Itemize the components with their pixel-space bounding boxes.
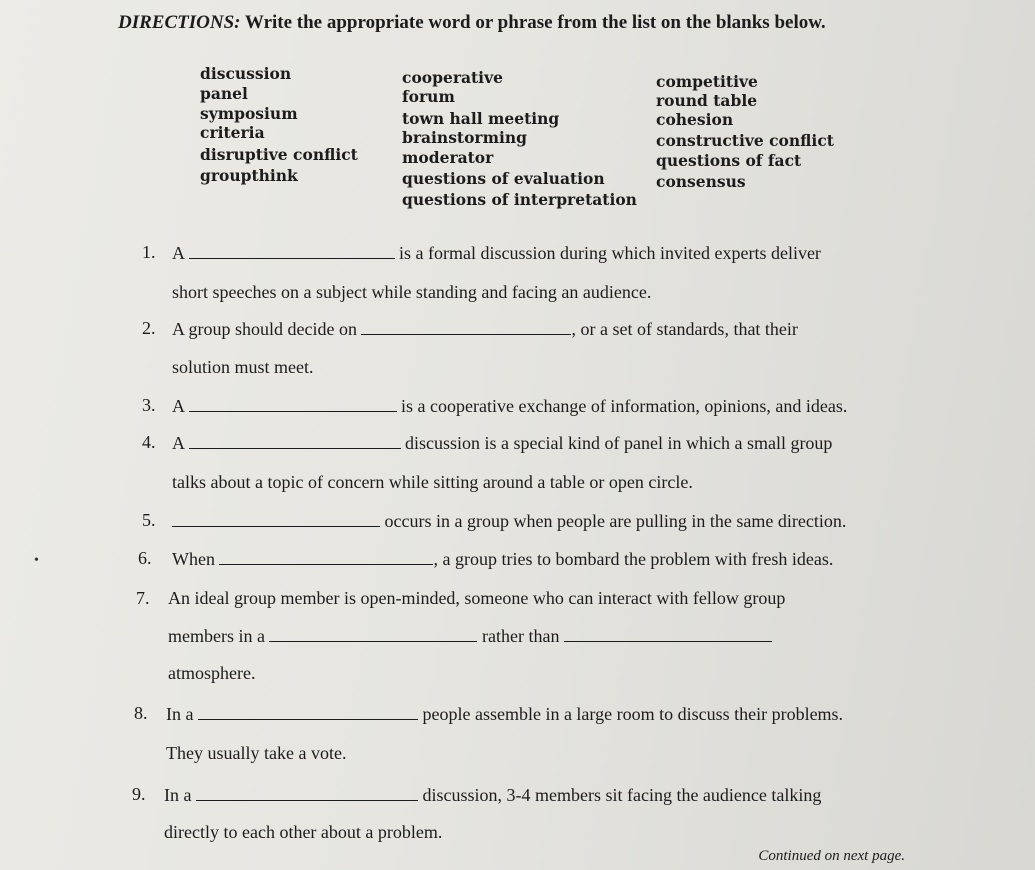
directions xyxy=(118,12,826,34)
question-number: 6. xyxy=(138,548,152,568)
question-7-line-2 xyxy=(168,625,772,647)
margin-bullet: • xyxy=(34,553,39,568)
question-4 xyxy=(172,432,832,454)
answer-blank[interactable] xyxy=(269,625,477,642)
question-4-line-2: talks about a topic of concern while sitting around a table or open circle. xyxy=(172,472,693,492)
word-bank-item: moderator xyxy=(402,148,494,167)
answer-blank[interactable] xyxy=(189,432,401,449)
answer-blank[interactable] xyxy=(564,625,772,642)
question-text: When xyxy=(172,549,215,569)
word-bank-item: panel xyxy=(200,84,248,103)
question-text: A group should decide on xyxy=(172,319,357,339)
question-number: 1. xyxy=(142,242,156,262)
word-bank-item: brainstorming xyxy=(402,128,527,147)
question-text: In a xyxy=(164,785,192,805)
question-text: A xyxy=(172,243,185,263)
word-bank-item: groupthink xyxy=(200,166,298,185)
answer-blank[interactable] xyxy=(196,784,418,801)
word-bank-item: cohesion xyxy=(656,110,734,129)
word-bank-item: symposium xyxy=(200,104,298,123)
directions-text: Write the appropriate word or phrase from the list on the blanks below. xyxy=(244,12,826,33)
word-bank-item: town hall meeting xyxy=(402,109,560,128)
question-text: A xyxy=(172,433,185,453)
word-bank-item: disruptive conflict xyxy=(200,145,358,164)
answer-blank[interactable] xyxy=(361,318,571,335)
question-text: is a formal discussion during which invited experts deliver xyxy=(399,243,821,263)
word-bank-item: questions of evaluation xyxy=(402,169,605,188)
answer-blank[interactable] xyxy=(172,510,380,527)
question-text: discussion, 3-4 members sit facing the audience talking xyxy=(422,785,822,805)
question-8-line-2: They usually take a vote. xyxy=(166,743,347,763)
directions-label: DIRECTIONS: xyxy=(118,12,241,33)
word-bank-item: questions of interpretation xyxy=(402,190,637,209)
question-1-line-2: short speeches on a subject while standing and facing an audience. xyxy=(172,282,652,302)
word-bank-item: forum xyxy=(402,87,455,106)
question-text: is a cooperative exchange of information, opinions, and ideas. xyxy=(401,396,848,416)
question-text: rather than xyxy=(481,626,560,646)
question-text: occurs in a group when people are pulling in the same direction. xyxy=(384,511,847,531)
question-number: 4. xyxy=(142,432,156,452)
answer-blank[interactable] xyxy=(219,548,433,565)
answer-blank[interactable] xyxy=(189,242,395,259)
question-number: 7. xyxy=(136,588,150,608)
question-text: A xyxy=(172,396,185,416)
question-7-line-3: atmosphere. xyxy=(168,663,256,683)
question-1 xyxy=(172,242,821,264)
word-bank-item: round table xyxy=(656,91,758,110)
word-bank-item: discussion xyxy=(200,64,292,83)
question-number: 5. xyxy=(142,510,156,530)
question-2-line-2: solution must meet. xyxy=(172,357,314,377)
answer-blank[interactable] xyxy=(198,703,418,720)
answer-blank[interactable] xyxy=(189,395,397,412)
question-9 xyxy=(164,784,821,806)
question-3 xyxy=(172,395,847,417)
question-text: In a xyxy=(166,704,194,724)
question-text: people assemble in a large room to discuss their problems. xyxy=(422,704,844,724)
word-bank-item: competitive xyxy=(656,72,758,91)
question-text: , a group tries to bombard the problem with fresh ideas. xyxy=(433,549,834,569)
question-number: 2. xyxy=(142,318,156,338)
question-text: discussion is a special kind of panel in which a small group xyxy=(405,433,833,453)
question-6 xyxy=(172,548,833,570)
question-number: 8. xyxy=(134,703,148,723)
question-number: 3. xyxy=(142,395,156,415)
question-text: members in a xyxy=(168,626,265,646)
word-bank-item: constructive conflict xyxy=(656,131,834,150)
question-9-line-2: directly to each other about a problem. xyxy=(164,822,443,842)
word-bank-item: criteria xyxy=(200,123,265,142)
word-bank-item: cooperative xyxy=(402,68,503,87)
word-bank-item: consensus xyxy=(656,172,746,191)
question-5 xyxy=(172,510,846,532)
question-number: 9. xyxy=(132,784,146,804)
word-bank-item: questions of fact xyxy=(656,151,802,170)
continued-note: Continued on next page. xyxy=(758,848,905,864)
question-8 xyxy=(166,703,843,725)
question-2 xyxy=(172,318,798,340)
question-7: An ideal group member is open-minded, someone who can interact with fellow group xyxy=(168,588,786,608)
question-text: , or a set of standards, that their xyxy=(571,319,798,339)
